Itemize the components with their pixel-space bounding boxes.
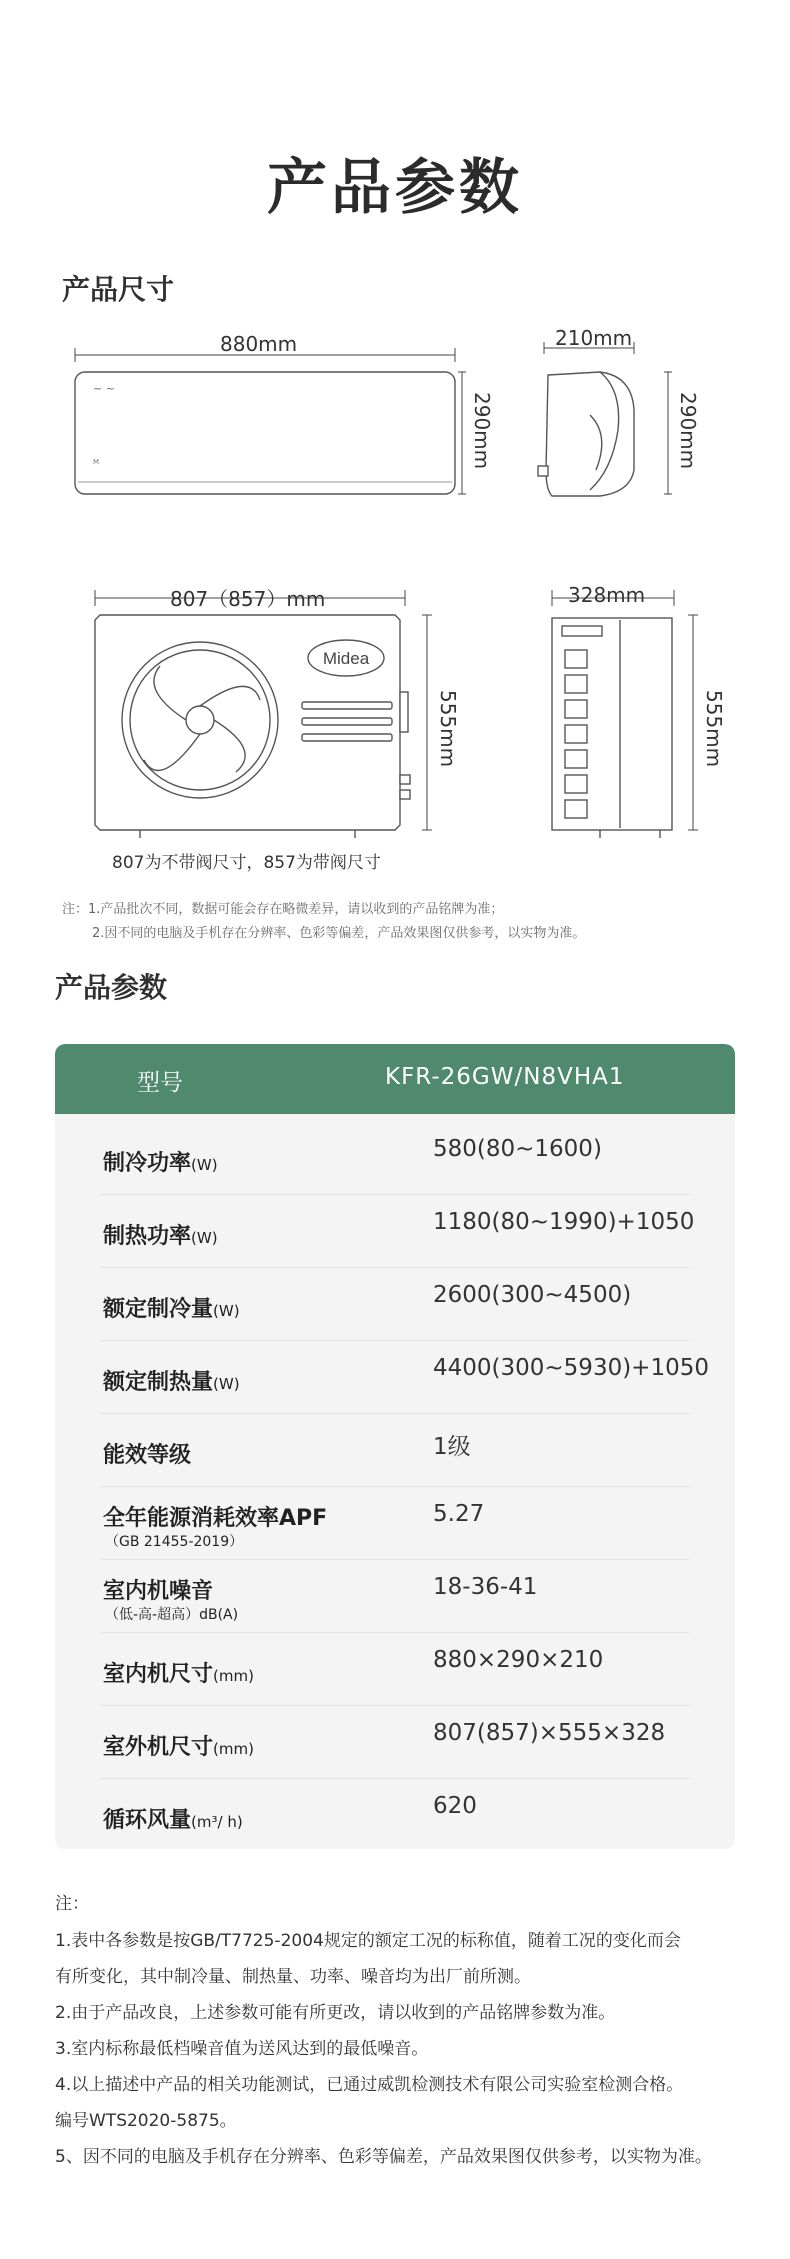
row-value: 1级 [433,1434,471,1460]
footnote-heading: 注： [55,1894,89,1914]
outdoor-side-height-label: 555mm [702,690,726,768]
header-model-label: 型号 [137,1070,183,1096]
footnote-line: 2.由于产品改良，上述参数可能有所更改，请以收到的产品铭牌参数为准。 [55,2003,616,2023]
outdoor-depth-label: 328mm [568,583,646,607]
row-label: 室外机尺寸(mm) [103,1735,254,1760]
row-value: 620 [433,1793,477,1819]
params-table [55,1044,735,1849]
outdoor-unit-side [552,618,672,838]
footnote-line: 3.室内标称最低档噪音值为送风达到的最低噪音。 [55,2039,429,2059]
footnote-line: 1.表中各参数是按GB/T7725-2004规定的额定工况的标称值，随着工况的变化而会 [55,1931,681,1951]
size-section-title: 产品尺寸 [62,273,175,306]
outdoor-valve-note: 807为不带阀尺寸，857为带阀尺寸 [112,853,381,873]
row-value: 1180(80~1990)+1050 [433,1209,695,1235]
row-label: 循环风量(m³/ h) [103,1808,243,1833]
row-value: 580(80~1600) [433,1136,602,1162]
table-row [55,1633,735,1706]
row-label: 制冷功率(W) [103,1151,218,1176]
dimension-drawings [0,320,790,880]
row-label: 室内机尺寸(mm) [103,1662,254,1687]
row-label: 额定制冷量(W) [103,1297,240,1322]
footnote-line: 5、因不同的电脑及手机存在分辨率、色彩等偏差，产品效果图仅供参考，以实物为准。 [55,2147,712,2167]
outdoor-side-height-dimension [688,615,698,830]
row-value: 18-36-41 [433,1574,538,1600]
table-row [55,1195,735,1268]
outdoor-height-dimension [422,615,432,830]
table-row [55,1779,735,1849]
page-title: 产品参数 [267,153,523,223]
indoor-depth-label: 210mm [555,326,633,350]
indoor-side-height-dimension [664,372,672,494]
table-row [55,1268,735,1341]
outdoor-width-label: 807（857）mm [170,587,326,611]
footnote-line: 有所变化，其中制冷量、制热量、功率、噪音均为出厂前所测。 [55,1967,531,1987]
params-section-title: 产品参数 [55,971,168,1004]
table-row [55,1122,735,1195]
row-value: 4400(300~5930)+1050 [433,1355,709,1381]
row-sublabel: （低-高-超高）dB(A) [105,1607,239,1623]
row-label: 全年能源消耗效率APF [103,1506,328,1531]
row-value: 880×290×210 [433,1647,604,1673]
indoor-height-dimension [458,372,466,494]
outdoor-height-label: 555mm [436,690,460,768]
midea-logo [308,640,384,676]
indoor-unit-front [75,372,455,494]
indoor-height-label: 290mm [470,392,494,470]
table-row [55,1414,735,1487]
row-label: 制热功率(W) [103,1224,218,1249]
svg-text:Midea: Midea [322,649,370,668]
indoor-unit-side [538,372,634,496]
indoor-side-height-label: 290mm [676,392,700,470]
indoor-logo-mark: M [93,458,100,466]
row-label: 能效等级 [103,1443,192,1468]
row-value: 2600(300~4500) [433,1282,632,1308]
size-note-1: 注：1.产品批次不同，数据可能会存在略微差异，请以收到的产品铭牌为准； [62,902,504,917]
table-row [55,1341,735,1414]
footnote-line: 4.以上描述中产品的相关功能测试，已通过威凯检测技术有限公司实验室检测合格。 [55,2075,684,2095]
row-value: 807(857)×555×328 [433,1720,666,1746]
row-sublabel: （GB 21455-2019） [105,1534,244,1550]
table-row [55,1487,735,1560]
indoor-width-label: 880mm [220,332,298,356]
row-label: 室内机噪音 [103,1579,214,1604]
row-value: 5.27 [433,1501,485,1527]
header-model-value: KFR-26GW/N8VHA1 [385,1064,625,1090]
table-row [55,1560,735,1633]
table-header [55,1044,735,1114]
row-label: 额定制热量(W) [103,1370,240,1395]
table-row [55,1706,735,1779]
indoor-model-mark: ~ ~ [93,382,115,395]
size-note-2: 2.因不同的电脑及手机存在分辨率、色彩等偏差，产品效果图仅供参考，以实物为准。 [92,926,586,941]
footnote-line: 编号WTS2020-5875。 [55,2111,237,2131]
